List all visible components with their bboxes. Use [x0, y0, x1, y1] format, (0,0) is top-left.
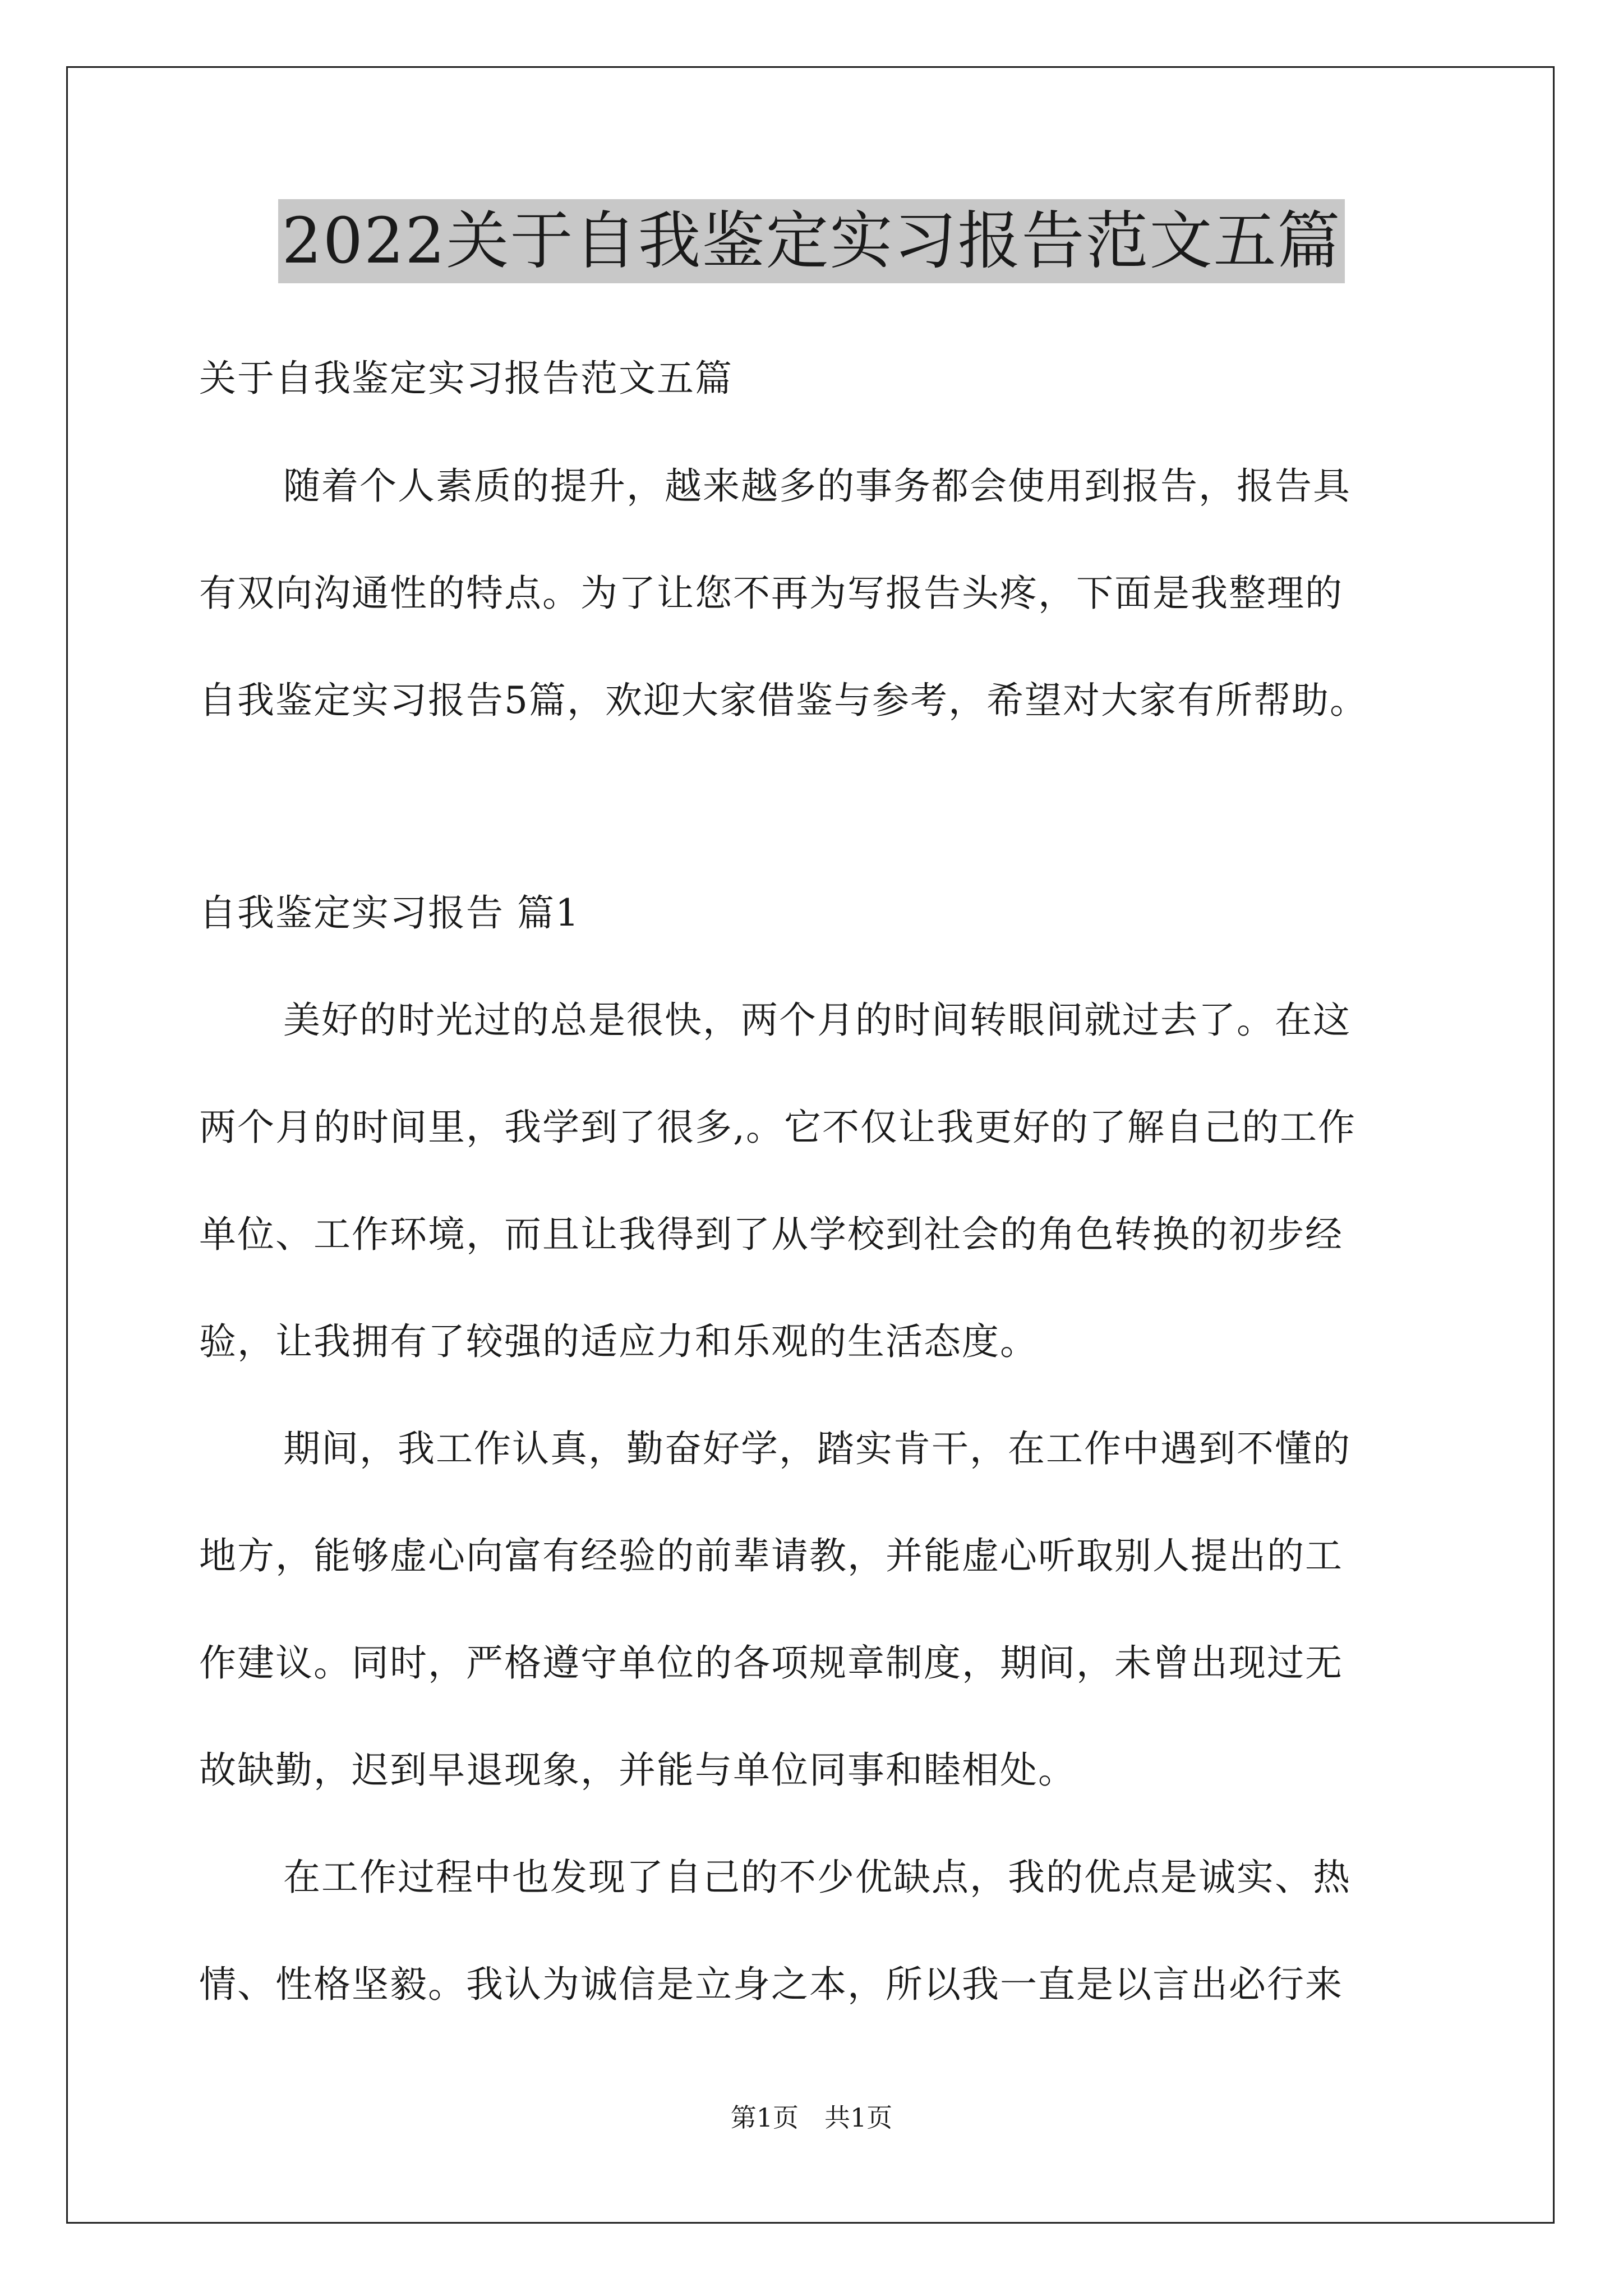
- paragraph1-line-4: 验，让我拥有了较强的适应力和乐观的生活态度。: [199, 1320, 1038, 1363]
- intro-line-1: 随着个人素质的提升，越来越多的事务都会使用到报告，报告具: [283, 464, 1351, 508]
- paragraph1-line-1: 美好的时光过的总是很快，两个月的时间转眼间就过去了。在这: [283, 999, 1351, 1042]
- paragraph2-line-2: 地方，能够虚心向富有经验的前辈请教，并能虚心听取别人提出的工: [199, 1534, 1343, 1577]
- paragraph2-line-1: 期间，我工作认真，勤奋好学，踏实肯干，在工作中遇到不懂的: [283, 1427, 1351, 1470]
- document-title: 2022关于自我鉴定实习报告范文五篇: [278, 199, 1344, 283]
- section-heading: 自我鉴定实习报告 篇1: [199, 891, 580, 935]
- paragraph2-line-4: 故缺勤，迟到早退现象，并能与单位同事和睦相处。: [199, 1749, 1076, 1792]
- paragraph1-line-3: 单位、工作环境，而且让我得到了从学校到社会的角色转换的初步经: [199, 1213, 1343, 1256]
- intro-line-2: 有双向沟通性的特点。为了让您不再为写报告头疼，下面是我整理的: [199, 572, 1343, 615]
- paragraph1-line-2: 两个月的时间里，我学到了很多,。它不仅让我更好的了解自己的工作: [199, 1106, 1356, 1149]
- subtitle: 关于自我鉴定实习报告范文五篇: [199, 357, 733, 400]
- page-footer: 第1页 共1页: [730, 2102, 893, 2133]
- title-wrap: [0, 199, 1623, 283]
- paragraph3-line-2: 情、性格坚毅。我认为诚信是立身之本，所以我一直是以言出必行来: [199, 1963, 1343, 2006]
- paragraph2-line-3: 作建议。同时，严格遵守单位的各项规章制度，期间，未曾出现过无: [199, 1641, 1343, 1685]
- intro-line-3: 自我鉴定实习报告5篇，欢迎大家借鉴与参考，希望对大家有所帮助。: [199, 679, 1368, 722]
- paragraph3-line-1: 在工作过程中也发现了自己的不少优缺点，我的优点是诚实、热: [283, 1856, 1351, 1899]
